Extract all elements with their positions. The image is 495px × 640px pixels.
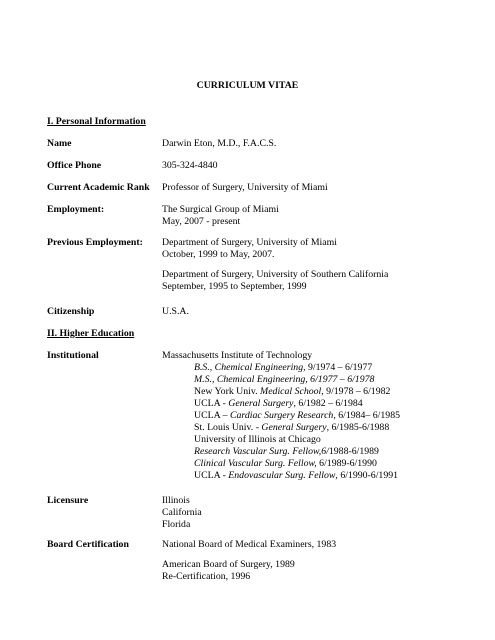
- prev-employment-line: Department of Surgery, University of Southern California: [162, 269, 389, 280]
- education-entry: Massachusetts Institute of Technology: [162, 350, 313, 361]
- education-entry: Research Vascular Surg. Fellow,6/1988-6/1989: [194, 446, 379, 457]
- licensure-state: Illinois: [162, 495, 190, 506]
- education-entry: UCLA - General Surgery, 6/1982 – 6/1984: [194, 398, 363, 409]
- section-heading-education: II. Higher Education: [47, 328, 135, 339]
- board-entry: Re-Certification, 1996: [162, 571, 251, 582]
- employment-label: Employment:: [47, 204, 105, 215]
- education-entry: M.S., Chemical Engineering, 6/1977 – 6/1978: [194, 374, 375, 385]
- rank-value: Professor of Surgery, University of Miami: [162, 182, 328, 193]
- name-label: Name: [47, 138, 72, 149]
- board-certification-label: Board Certification: [47, 539, 129, 550]
- prev-employment-line: Department of Surgery, University of Miami: [162, 237, 337, 248]
- board-entry: American Board of Surgery, 1989: [162, 559, 295, 570]
- education-entry: Clinical Vascular Surg. Fellow, 6/1989-6/1990: [194, 458, 377, 469]
- education-entry: UCLA - Endovascular Surg. Fellow, 6/1990-6/1991: [194, 470, 399, 481]
- licensure-list: [162, 495, 202, 531]
- institutional-list: [162, 350, 400, 482]
- employment-value: [162, 204, 279, 228]
- licensure-label: Licensure: [47, 495, 89, 506]
- employment-line: May, 2007 - present: [162, 216, 241, 227]
- education-entry: University of Illinois at Chicago: [194, 434, 321, 445]
- document-title: CURRICULUM VITAE: [196, 80, 299, 91]
- licensure-state: Florida: [162, 519, 191, 530]
- prev-employment-line: September, 1995 to September, 1999: [162, 281, 307, 292]
- previous-employment-label: Previous Employment:: [47, 237, 143, 248]
- name-value: Darwin Eton, M.D., F.A.C.S.: [162, 138, 277, 149]
- rank-label: Current Academic Rank: [47, 182, 150, 193]
- citizenship-label: Citizenship: [47, 306, 95, 317]
- employment-line: The Surgical Group of Miami: [162, 204, 279, 215]
- previous-employment-value: [162, 237, 388, 293]
- board-certification-list: [162, 539, 336, 583]
- board-entry: National Board of Medical Examiners, 1983: [162, 539, 337, 550]
- licensure-state: California: [162, 507, 202, 518]
- institutional-label: Institutional: [47, 350, 99, 361]
- education-entry: St. Louis Univ. - General Surgery, 6/1985-6/1988: [194, 422, 390, 433]
- section-heading-personal: I. Personal Information: [47, 116, 146, 127]
- education-entry: UCLA – Cardiac Surgery Research, 6/1984– 6/1985: [194, 410, 401, 421]
- education-entry: B.S., Chemical Engineering, 9/1974 – 6/1977: [194, 362, 373, 373]
- phone-label: Office Phone: [47, 160, 102, 171]
- prev-employment-line: October, 1999 to May, 2007.: [162, 249, 275, 260]
- phone-value: 305-324-4840: [162, 160, 218, 171]
- citizenship-value: U.S.A.: [162, 306, 189, 317]
- education-entry: New York Univ. Medical School, 9/1978 – 6/1982: [194, 386, 391, 397]
